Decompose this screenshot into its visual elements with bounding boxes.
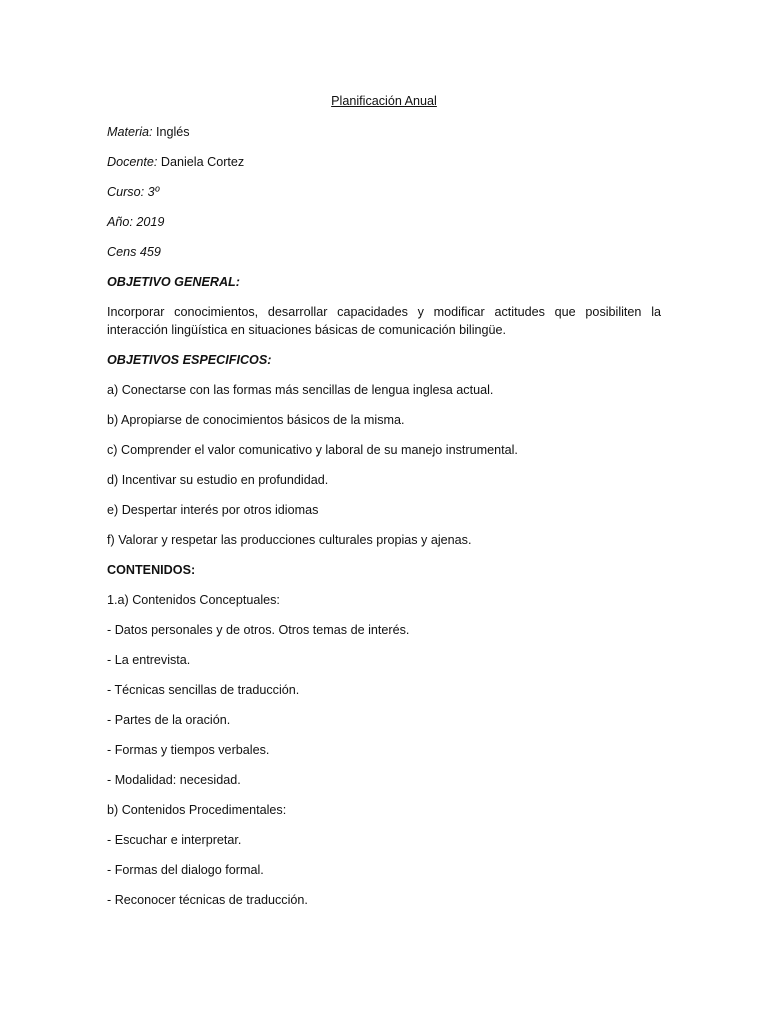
- document-page: [107, 92, 661, 909]
- contenido-line: - Técnicas sencillas de traducción.: [107, 683, 300, 697]
- objetivo-item: e) Despertar interés por otros idiomas: [107, 503, 319, 517]
- contenido-line: - Datos personales y de otros. Otros temas de interés.: [107, 623, 410, 637]
- objetivo-general-heading: OBJETIVO GENERAL:: [107, 275, 240, 289]
- field-docente: [107, 153, 661, 171]
- field-cens: [107, 243, 661, 261]
- field-label: Docente:: [107, 155, 158, 169]
- field-value: Inglés: [152, 125, 190, 139]
- field-label: Curso: 3º: [107, 185, 160, 199]
- contenido-line: - Escuchar e interpretar.: [107, 833, 242, 847]
- contenido-line: - Partes de la oración.: [107, 713, 231, 727]
- objetivo-item: a) Conectarse con las formas más sencillas de lengua inglesa actual.: [107, 383, 494, 397]
- contenido-line: - Formas y tiempos verbales.: [107, 743, 270, 757]
- field-label: Materia:: [107, 125, 153, 139]
- contenido-line: - Reconocer técnicas de traducción.: [107, 893, 308, 907]
- objetivo-item: b) Apropiarse de conocimientos básicos de la misma.: [107, 413, 405, 427]
- contenidos-heading: CONTENIDOS:: [107, 563, 196, 577]
- field-curso: [107, 183, 661, 201]
- objetivo-item: f) Valorar y respetar las producciones culturales propias y ajenas.: [107, 533, 472, 547]
- contenido-line: - Modalidad: necesidad.: [107, 773, 241, 787]
- objetivo-general-text: Incorporar conocimientos, desarrollar capacidades y modificar actitudes que posibiliten la interacción lingüística en situaciones básicas de comunicación bilingüe.: [107, 305, 661, 337]
- objetivo-item: c) Comprender el valor comunicativo y laboral de su manejo instrumental.: [107, 443, 518, 457]
- field-anio: [107, 213, 661, 231]
- objetivos-especificos-heading: OBJETIVOS ESPECIFICOS:: [107, 353, 272, 367]
- field-value: Daniela Cortez: [157, 155, 245, 169]
- field-materia: [107, 123, 661, 141]
- contenido-line: b) Contenidos Procedimentales:: [107, 803, 287, 817]
- objetivo-item: d) Incentivar su estudio en profundidad.: [107, 473, 329, 487]
- field-label: Año: 2019: [107, 215, 165, 229]
- document-title: Planificación Anual: [331, 94, 437, 108]
- field-label: Cens 459: [107, 245, 161, 259]
- contenido-line: - Formas del dialogo formal.: [107, 863, 264, 877]
- contenido-line: 1.a) Contenidos Conceptuales:: [107, 593, 280, 607]
- contenido-line: - La entrevista.: [107, 653, 191, 667]
